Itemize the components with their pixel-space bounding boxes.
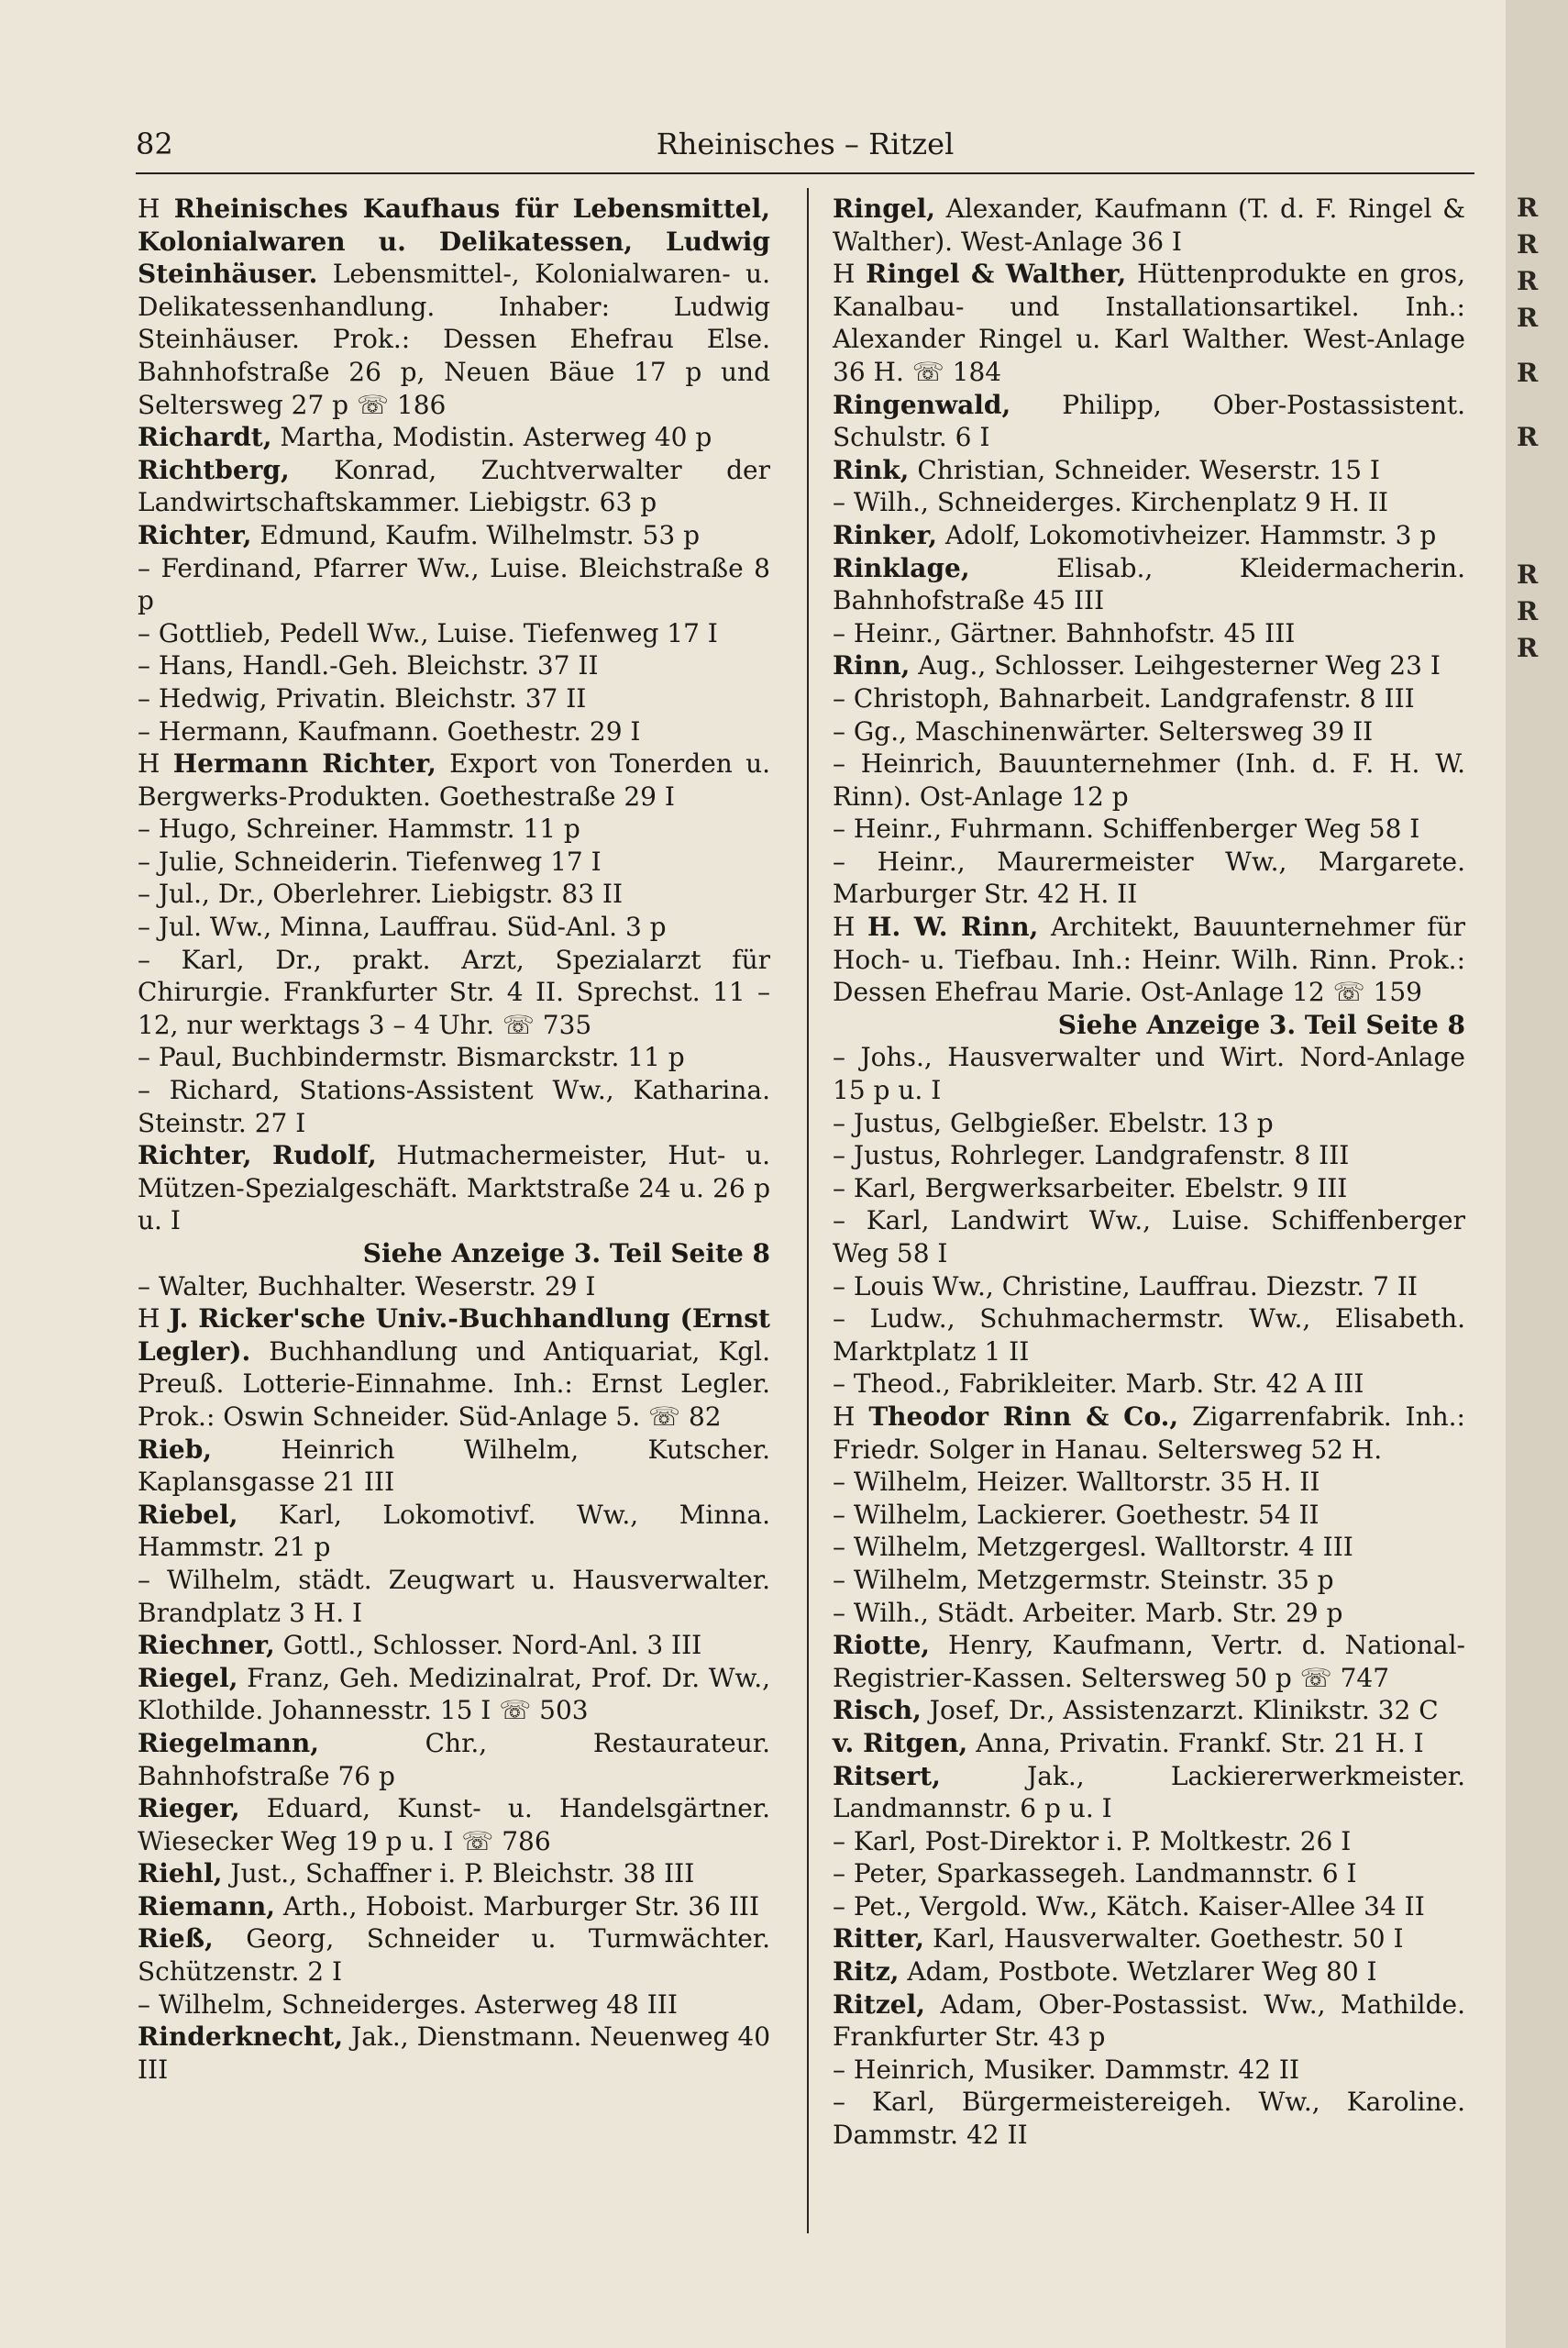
entry-details: – Hugo, Schreiner. Hammstr. 11 p [138, 814, 580, 845]
entry-details: – Julie, Schneiderin. Tiefenweg 17 I [138, 846, 602, 877]
ad-reference: Siehe Anzeige 3. Teil Seite 8 [1057, 1009, 1465, 1040]
directory-entry [138, 552, 770, 617]
entry-name: Richtberg, [138, 454, 290, 485]
entry-details: Anna, Privatin. Frankf. Str. 21 H. I [967, 1727, 1424, 1758]
entry-details: Edmund, Kaufm. Wilhelmstr. 53 p [251, 519, 700, 550]
entry-details: Alexander, Kaufmann (T. d. F. Ringel & Walther). West-Anlage 36 I [833, 194, 1465, 257]
edge-glyph: R [1517, 229, 1539, 260]
directory-entry [833, 846, 1465, 911]
directory-entry [138, 1792, 770, 1857]
directory-entry [138, 1499, 770, 1564]
entry-name: Hermann Richter, [172, 748, 436, 780]
directory-entry [833, 1760, 1465, 1825]
entry-name: Ringel, [833, 194, 936, 224]
directory-entry [833, 258, 1465, 388]
directory-entry [833, 1727, 1465, 1760]
entry-name: Ritsert, [833, 1760, 941, 1791]
entry-details: – Wilhelm, Metzgermstr. Steinstr. 35 p [833, 1564, 1334, 1595]
entry-details: Heinrich Wilhelm, Kutscher. Kaplansgasse 21 III [138, 1434, 770, 1498]
directory-entry [833, 1107, 1465, 1140]
directory-entry [833, 1564, 1465, 1597]
entry-details: Zigarrenfabrik. Inh.: Friedr. Solger in Hanau. Seltersweg 52 H. [833, 1401, 1465, 1465]
directory-entry [833, 552, 1465, 617]
entry-name: Rink, [833, 454, 910, 485]
directory-entry [833, 519, 1465, 552]
entry-details: – Pet., Vergold. Ww., Kätch. Kaiser-Allee 34 II [833, 1890, 1425, 1922]
entry-details: – Wilhelm, Schneiderges. Asterweg 48 III [138, 1988, 678, 2020]
commercial-register-mark: H [138, 194, 160, 224]
entry-details: Buchhandlung und Antiquariat, Kgl. Preuß. Lotterie-Einnahme. Inh.: Ernst Legler. Prok.: Oswin Schneider. Süd-Anlage 5. ☏ 82 [138, 1335, 770, 1432]
directory-entry [833, 813, 1465, 846]
commercial-register-mark: H [833, 259, 856, 290]
entry-details: – Justus, Gelbgießer. Ebelstr. 13 p [833, 1107, 1274, 1138]
directory-entry [833, 1499, 1465, 1532]
entry-name: Riebel, [138, 1499, 238, 1530]
entry-details: Georg, Schneider u. Turmwächter. Schützenstr. 2 I [138, 1923, 770, 1988]
directory-entry [138, 1727, 770, 1792]
directory-entry [833, 1368, 1465, 1401]
directory-entry [138, 1988, 770, 2021]
entry-details: – Karl, Dr., prakt. Arzt, Spezialarzt für Chirurgie. Frankfurter Str. 4 II. Sprechst. 11 – 12, nur werktags 3 – 4 Uhr. ☏ 735 [138, 944, 770, 1040]
directory-entry [833, 486, 1465, 519]
entry-details: – Jul., Dr., Oberlehrer. Liebigstr. 83 II [138, 879, 624, 910]
directory-entry [833, 1597, 1465, 1630]
directory-entry [138, 1890, 770, 1923]
entry-details: – Theod., Fabrikleiter. Marb. Str. 42 A III [833, 1368, 1364, 1400]
entry-name: Theodor Rinn & Co., [868, 1401, 1179, 1432]
directory-entry [833, 649, 1465, 682]
entry-details: – Gottlieb, Pedell Ww., Luise. Tiefenweg 17 I [138, 617, 718, 648]
entry-name: Richter, [138, 519, 252, 550]
entry-name: Rinderknecht, [138, 2021, 344, 2053]
directory-entry [138, 682, 770, 715]
directory-entry [138, 911, 770, 944]
entry-details: – Wilhelm, Heizer. Walltorstr. 35 H. II [833, 1467, 1320, 1498]
entry-details: Adolf, Lokomotivheizer. Hammstr. 3 p [936, 519, 1437, 550]
entry-name: Riechner, [138, 1630, 275, 1661]
entry-name: Ringel & Walther, [866, 259, 1127, 290]
entry-name: Ritter, [833, 1923, 925, 1955]
directory-entry [833, 1139, 1465, 1172]
directory-entry [138, 1270, 770, 1303]
right-column [833, 193, 1465, 2152]
entry-details: Henry, Kaufmann, Vertr. d. National-Registrier-Kassen. Seltersweg 50 p ☏ 747 [833, 1630, 1465, 1693]
directory-entry [138, 1074, 770, 1139]
entry-details: – Heinr., Gärtner. Bahnhofstr. 45 III [833, 617, 1296, 648]
entry-name: Rieb, [138, 1434, 213, 1465]
entry-details: – Wilh., Schneiderges. Kirchenplatz 9 H. II [833, 487, 1388, 518]
entry-details: – Heinr., Fuhrmann. Schiffenberger Weg 58 I [833, 814, 1420, 845]
directory-entry [833, 1204, 1465, 1269]
entry-details: Adam, Postbote. Wetzlarer Weg 80 I [899, 1956, 1377, 1988]
directory-entry [833, 1857, 1465, 1890]
directory-entry [138, 519, 770, 552]
edge-glyph: R [1517, 303, 1539, 333]
directory-entry [138, 2021, 770, 2086]
directory-entry [138, 617, 770, 650]
entry-details: – Louis Ww., Christine, Lauffrau. Diezstr. 7 II [833, 1270, 1418, 1301]
directory-entry [138, 1857, 770, 1890]
entry-details: – Ferdinand, Pfarrer Ww., Luise. Bleichstraße 8 p [138, 552, 770, 616]
directory-entry [833, 1401, 1465, 1466]
entry-details: Eduard, Kunst- u. Handelsgärtner. Wiesecker Weg 19 p u. I ☏ 786 [138, 1793, 770, 1856]
entry-details: – Jul. Ww., Minna, Lauffrau. Süd-Anl. 3 p [138, 912, 667, 943]
commercial-register-mark: H [138, 748, 160, 780]
entry-name: Riegelmann, [138, 1727, 319, 1758]
ad-reference: Siehe Anzeige 3. Teil Seite 8 [362, 1238, 770, 1268]
directory-entry [833, 2054, 1465, 2087]
left-column [138, 193, 770, 2086]
edge-glyph: R [1517, 422, 1539, 452]
entry-details: – Karl, Bergwerksarbeiter. Ebelstr. 9 III [833, 1172, 1348, 1203]
edge-glyph: R [1517, 633, 1539, 663]
entry-details: Arth., Hoboist. Marburger Str. 36 III [274, 1890, 760, 1922]
entry-details: Jak., Dienstmann. Neuenweg 40 III [138, 2021, 771, 2085]
directory-entry [138, 1139, 770, 1237]
directory-entry [833, 911, 1465, 1009]
directory-entry [138, 944, 770, 1042]
entry-details: – Wilh., Städt. Arbeiter. Marb. Str. 29 p [833, 1597, 1343, 1628]
entry-details: Just., Schaffner i. P. Bleichstr. 38 III [222, 1858, 695, 1889]
entry-name: Richardt, [138, 422, 272, 453]
entry-details: Aug., Schlosser. Leihgesterner Weg 23 I [910, 650, 1441, 681]
directory-entry [833, 1922, 1465, 1955]
directory-entry [138, 1922, 770, 1988]
entry-name: Ritzel, [833, 1988, 925, 2020]
entry-details: – Paul, Buchbindermstr. Bismarckstr. 11 p [138, 1042, 685, 1073]
directory-entry [833, 193, 1465, 258]
directory-entry [833, 1825, 1465, 1858]
entry-details: Lebensmittel-, Kolonialwaren- u. Delikatessenhandlung. Inhaber: Ludwig Steinhäuser. Prok.: Dessen Ehefrau Else. Bahnhofstraße 26 p, Neuen Bäue 17 p und Seltersweg 27 p ☏ 186 [138, 259, 770, 420]
entry-name: Riegel, [138, 1662, 238, 1693]
directory-entry [833, 617, 1465, 650]
entry-details: – Wilhelm, städt. Zeugwart u. Hausverwalter. Brandplatz 3 H. I [138, 1564, 770, 1628]
entry-name: H. W. Rinn, [867, 912, 1039, 943]
entry-details: – Walter, Buchhalter. Weserstr. 29 I [138, 1270, 596, 1301]
entry-details: Adam, Ober-Postassist. Ww., Mathilde. Frankfurter Str. 43 p [833, 1988, 1465, 2053]
entry-details: – Karl, Landwirt Ww., Luise. Schiffenberger Weg 58 I [833, 1205, 1465, 1268]
directory-entry [138, 421, 770, 454]
entry-name: v. Ritgen, [833, 1727, 968, 1758]
entry-details: Gottl., Schlosser. Nord-Anl. 3 III [274, 1630, 702, 1661]
entry-details: – Hans, Handl.-Geh. Bleichstr. 37 II [138, 650, 599, 681]
entry-details: – Wilhelm, Metzgergesl. Walltorstr. 4 III [833, 1532, 1353, 1563]
directory-entry [138, 1041, 770, 1074]
directory-entry [833, 1302, 1465, 1368]
entry-name: Riemann, [138, 1890, 275, 1922]
entry-details: Hutmachermeister, Hut- u. Mützen-Spezialgeschäft. Marktstraße 24 u. 26 p u. I [138, 1140, 770, 1236]
entry-details: Josef, Dr., Assistenzarzt. Klinikstr. 32 C [921, 1695, 1439, 1726]
entry-details: – Heinrich, Musiker. Dammstr. 42 II [833, 2054, 1300, 2085]
entry-details: Architekt, Bauunternehmer für Hoch- u. Tiefbau. Inh.: Heinr. Wilh. Rinn. Prok.: Dessen Ehefrau Marie. Ost-Anlage 12 ☏ 159 [833, 912, 1465, 1008]
commercial-register-mark: H [833, 912, 856, 943]
directory-entry [138, 1564, 770, 1629]
directory-entry [833, 1955, 1465, 1988]
directory-entry [833, 748, 1465, 813]
entry-details: Christian, Schneider. Weserstr. 15 I [909, 454, 1380, 485]
entry-details: Franz, Geh. Medizinalrat, Prof. Dr. Ww., Klothilde. Johannesstr. 15 I ☏ 503 [138, 1662, 770, 1726]
directory-entry [138, 748, 770, 813]
directory-entry [833, 682, 1465, 715]
entry-name: Ringenwald, [833, 389, 1011, 420]
directory-entry [833, 1041, 1465, 1106]
directory-entry [833, 2086, 1465, 2151]
entry-details: – Justus, Rohrleger. Landgrafenstr. 8 III [833, 1140, 1350, 1171]
directory-entry [833, 715, 1465, 748]
entry-details: Philipp, Ober-Postassistent. Schulstr. 6 I [833, 389, 1465, 453]
directory-entry [138, 878, 770, 911]
entry-name: Riehl, [138, 1858, 223, 1889]
directory-entry [138, 1662, 770, 1727]
edge-glyph: R [1517, 596, 1539, 626]
entry-details: Chr., Restaurateur. Bahnhofstraße 76 p [138, 1727, 770, 1791]
entry-name: Ritz, [833, 1956, 900, 1988]
edge-glyph: R [1517, 266, 1539, 296]
entry-name: Rinker, [833, 519, 937, 550]
directory-entry [833, 1466, 1465, 1499]
entry-details: – Ludw., Schuhmachermstr. Ww., Elisabeth. Marktplatz 1 II [833, 1303, 1465, 1367]
edge-glyph: R [1517, 193, 1539, 223]
entry-details: – Karl, Bürgermeistereigeh. Ww., Karoline. Dammstr. 42 II [833, 2087, 1465, 2151]
entry-details: Hüttenprodukte en gros, Kanalbau- und Installationsartikel. Inh.: Alexander Ringel u. Karl Walther. West-Anlage 36 H. ☏ 184 [833, 259, 1465, 387]
entry-name: Rieger, [138, 1793, 240, 1824]
entry-name: Rheinisches Kaufhaus für Lebensmittel, Kolonialwaren u. Delikatessen, Ludwig Steinhäuser. [138, 194, 770, 290]
entry-details: – Hermann, Kaufmann. Goethestr. 29 I [138, 715, 641, 747]
entry-details: – Heinrich, Bauunternehmer (Inh. d. F. H. W. Rinn). Ost-Anlage 12 p [833, 748, 1465, 812]
entry-name: Riotte, [833, 1630, 931, 1661]
directory-entry [833, 1629, 1465, 1694]
directory-entry [833, 389, 1465, 454]
entry-details: – Karl, Post-Direktor i. P. Moltkestr. 26 I [833, 1825, 1352, 1856]
directory-entry [138, 1302, 770, 1433]
entry-details: – Richard, Stations-Assistent Ww., Katharina. Steinstr. 27 I [138, 1075, 770, 1138]
directory-entry [138, 813, 770, 846]
entry-details: – Heinr., Maurermeister Ww., Margarete. Marburger Str. 42 H. II [833, 846, 1465, 910]
directory-entry [833, 1270, 1465, 1303]
entry-details: – Peter, Sparkassegeh. Landmannstr. 6 I [833, 1858, 1357, 1889]
directory-entry [138, 846, 770, 879]
directory-entry [138, 649, 770, 682]
entry-details: – Gg., Maschinenwärter. Seltersweg 39 II [833, 715, 1374, 747]
commercial-register-mark: H [833, 1401, 856, 1432]
page-header [136, 117, 1474, 174]
directory-entry [138, 715, 770, 748]
entry-details: Jak., Lackiererwerkmeister. Landmannstr. 6 p u. I [833, 1760, 1465, 1824]
adjacent-page-edge [1506, 0, 1568, 2348]
entry-name: Rinklage, [833, 552, 970, 583]
directory-entry [833, 1172, 1465, 1205]
commercial-register-mark: H [138, 1303, 160, 1335]
entry-details: Karl, Hausverwalter. Goethestr. 50 I [924, 1923, 1404, 1955]
entry-details: Karl, Lokomotivf. Ww., Minna. Hammstr. 21 p [138, 1499, 770, 1563]
edge-glyph: R [1517, 559, 1539, 590]
entry-details: – Johs., Hausverwalter und Wirt. Nord-Anlage 15 p u. I [833, 1042, 1465, 1106]
entry-name: Risch, [833, 1695, 922, 1726]
directory-entry [138, 1434, 770, 1499]
entry-details: – Hedwig, Privatin. Bleichstr. 37 II [138, 682, 587, 714]
entry-name: Richter, Rudolf, [138, 1140, 377, 1171]
directory-entry [138, 1629, 770, 1662]
directory-entry [833, 1890, 1465, 1923]
directory-entry [833, 1694, 1465, 1727]
entry-details: Elisab., Kleidermacherin. Bahnhofstraße 45 III [833, 552, 1465, 616]
directory-entry [833, 1988, 1465, 2054]
entry-name: J. Ricker'sche Univ.-Buchhandlung (Ernst Legler). [138, 1303, 770, 1367]
entry-details: Export von Tonerden u. Bergwerks-Produkten. Goethestraße 29 I [138, 748, 771, 812]
entry-name: Rinn, [833, 650, 911, 681]
page-title: Rheinisches – Ritzel [656, 127, 955, 161]
edge-glyph: R [1517, 358, 1539, 388]
directory-entry [138, 454, 770, 519]
directory-entry [138, 193, 770, 421]
column-divider [807, 188, 809, 2233]
entry-details: Konrad, Zuchtverwalter der Landwirtschaftskammer. Liebigstr. 63 p [138, 454, 770, 518]
entry-details: – Wilhelm, Lackierer. Goethestr. 54 II [833, 1499, 1320, 1530]
directory-entry [833, 454, 1465, 487]
entry-details: Martha, Modistin. Asterweg 40 p [271, 422, 712, 453]
directory-entry [833, 1531, 1465, 1564]
entry-name: Rieß, [138, 1923, 214, 1955]
page-number: 82 [136, 127, 173, 161]
entry-details: – Christoph, Bahnarbeit. Landgrafenstr. 8 III [833, 682, 1415, 714]
